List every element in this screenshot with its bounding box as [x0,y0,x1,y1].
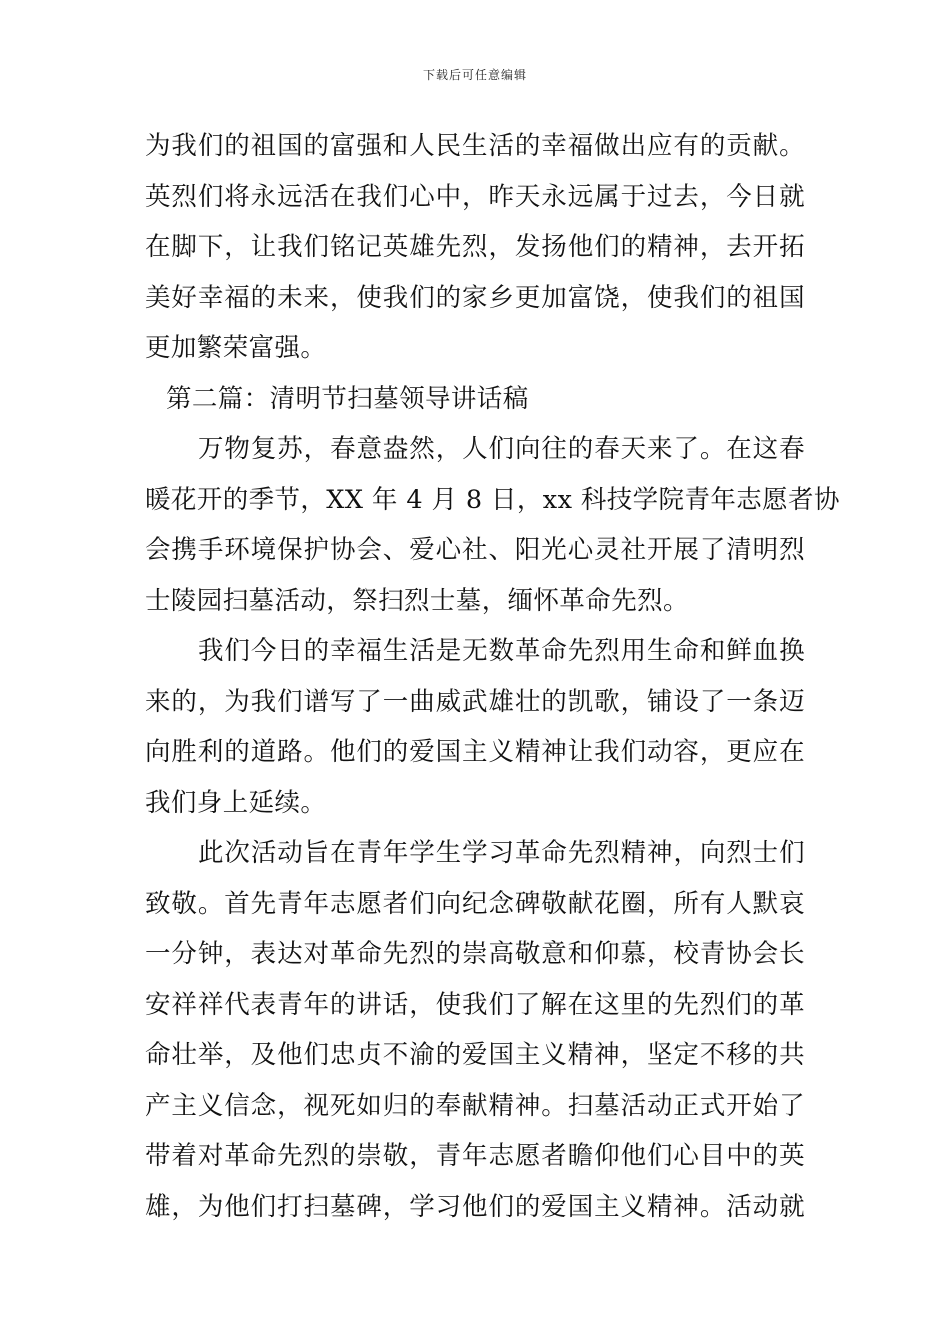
text-line: 我们身上延续。 [145,787,327,818]
text-line: 命壮举，及他们忠贞不渝的爱国主义精神，坚定不移的共 [145,1040,805,1070]
text-line: 我们今日的幸福生活是无数革命先烈用生命和鲜血换 [198,636,805,666]
text-line: 暖花开的季节，XX 年 4 月 8 日，xx 科技学院青年志愿者协 [145,484,840,515]
text-line: 万物复苏，春意盎然，人们向往的春天来了。在这春 [198,434,805,464]
text-line: 英烈们将永远活在我们心中，昨天永远属于过去，今日就 [145,181,805,212]
text-line: 向胜利的道路。他们的爱国主义精神让我们动容，更应在 [145,737,805,767]
document-body [145,128,840,1239]
text-line: 美好幸福的未来，使我们的家乡更加富饶，使我们的祖国 [145,282,805,313]
text-line: 一分钟，表达对革命先烈的崇高敬意和仰慕，校青协会长 [145,939,805,969]
text-line: 致敬。首先青年志愿者们向纪念碑敬献花圈，所有人默哀 [145,888,805,919]
page-header: 下载后可任意编辑 [422,68,527,82]
text-line: 在脚下，让我们铭记英雄先烈，发扬他们的精神，去开拓 [145,232,805,262]
text-line: 会携手环境保护协会、爱心社、阳光心灵社开展了清明烈 [145,535,805,565]
text-line: 更加繁荣富强。 [145,333,327,363]
text-line: 带着对革命先烈的崇敬，青年志愿者瞻仰他们心目中的英 [145,1141,805,1171]
text-line: 产主义信念，视死如归的奉献精神。扫墓活动正式开始了 [145,1090,805,1121]
text-line: 士陵园扫墓活动，祭扫烈士墓，缅怀革命先烈。 [145,585,689,616]
text-line: 来的，为我们谱写了一曲威武雄壮的凯歌，铺设了一条迈 [145,686,805,717]
text-line: 雄，为他们打扫墓碑，学习他们的爱国主义精神。活动就 [145,1191,805,1222]
section-heading: 第二篇：清明节扫墓领导讲话稿 [166,383,529,414]
text-line: 为我们的祖国的富强和人民生活的幸福做出应有的贡献。 [145,131,805,161]
text-line: 安祥祥代表青年的讲话，使我们了解在这里的先烈们的革 [145,989,805,1020]
text-line: 此次活动旨在青年学生学习革命先烈精神，向烈士们 [198,838,805,868]
